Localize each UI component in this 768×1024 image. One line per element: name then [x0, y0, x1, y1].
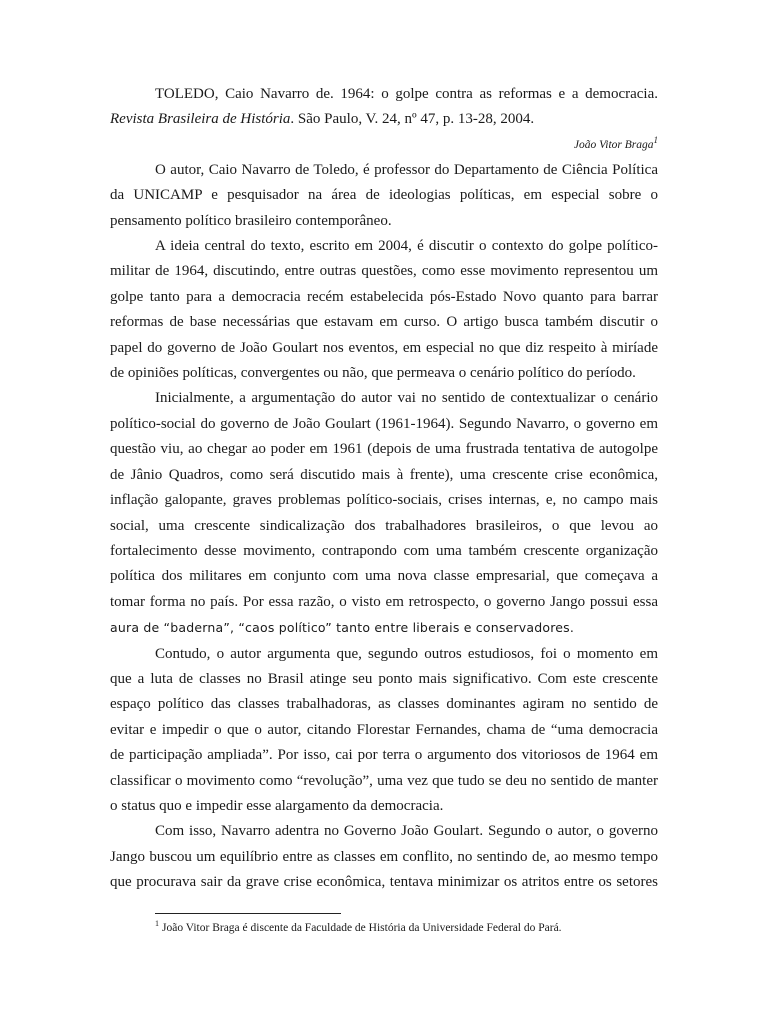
text-line: questão viu, ao chegar ao poder em 1961 (depois de uma frustrada tentativa de autogolpe	[110, 441, 658, 458]
author-name: João Vitor Braga	[573, 138, 654, 151]
text-line: Jango buscou um equilíbrio entre as classes em conflito, no sentindo de, ao mesmo tempo	[110, 848, 658, 865]
text-line	[110, 615, 658, 641]
text-line: militar de 1964, discutindo, entre outras questões, como esse movimento representou um	[110, 263, 658, 280]
text-line: o status quo e impedir esse alargamento da democracia.	[110, 797, 444, 814]
paragraph-5	[110, 819, 658, 895]
text-line: O autor, Caio Navarro de Toledo, é professor do Departamento de Ciência Política	[155, 161, 658, 178]
author-line	[110, 133, 658, 158]
paragraph-2	[110, 234, 658, 386]
text-line: política dos militares em conjunto com uma nova classe empresarial, que começava a	[110, 568, 658, 585]
sans-serif-text: aura de “baderna”, “caos político” tanto entre liberais e conservadores.	[110, 620, 575, 636]
text-line: pensamento político brasileiro contemporâneo.	[110, 212, 392, 229]
text-line: reformas de base necessárias que estavam em curso. O artigo busca também discutir o	[110, 314, 658, 331]
text-line: de opiniões políticas, convergentes ou não, que permeava o cenário político do período.	[110, 365, 636, 382]
text-line: fortalecimento desse movimento, contrapondo com uma também crescente organização	[110, 542, 658, 559]
text-line: que procurava sair da grave crise econômica, tentava minimizar os atritos entre os setores	[110, 874, 658, 891]
reference-details: . São Paulo, V. 24, nº 47, p. 13-28, 2004.	[290, 111, 535, 128]
paragraph-1	[110, 158, 658, 234]
text-line: classificar o movimento como “revolução”, uma vez que tudo se deu no sentido de manter	[110, 772, 658, 789]
text-line: de participação ampliada”. Por isso, cai por terra o argumento dos vitoriosos de 1964 em	[110, 747, 658, 764]
document-body	[110, 82, 658, 896]
text-line: espaço político das classes trabalhadoras, as classes dominantes agiram no sentido de	[110, 696, 658, 713]
footnote-mark: 1	[155, 919, 159, 929]
text-line: social, uma crescente sindicalização dos trabalhadores brasileiros, o que levou ao	[110, 517, 658, 534]
text-line: inflação galopante, graves problemas político-sociais, crises internas, e, no campo mais	[110, 492, 658, 509]
text-line: da UNICAMP e pesquisador na área de ideologias políticas, em especial sobre o	[110, 187, 658, 204]
journal-title: Revista Brasileira de História	[110, 111, 291, 128]
text-line: Contudo, o autor argumenta que, segundo outros estudiosos, foi o momento em	[155, 645, 658, 662]
text-line: Inicialmente, a argumentação do autor vai no sentido de contextualizar o cenário	[155, 390, 658, 407]
text-line: papel do governo de João Goulart nos eventos, em especial no que diz respeito à miríade	[110, 339, 658, 356]
paragraph-4	[110, 642, 658, 820]
text-line: Com isso, Navarro adentra no Governo João Goulart. Segundo o autor, o governo	[155, 823, 658, 840]
text-line: A ideia central do texto, escrito em 2004, é discutir o contexto do golpe político-	[155, 238, 658, 255]
paragraph-3	[110, 386, 658, 641]
reference-line-2	[110, 107, 658, 132]
author-footnote-mark: 1	[653, 134, 658, 145]
reference-line-1: TOLEDO, Caio Navarro de. 1964: o golpe contra as reformas e a democracia.	[155, 86, 658, 102]
text-line: tomar forma no país. Por essa razão, o visto em retrospecto, o governo Jango possui essa	[110, 593, 658, 610]
text-line: golpe tanto para a democracia recém estabelecida pós-Estado Novo quanto para barrar	[110, 288, 658, 305]
footnote	[155, 920, 562, 936]
text-line: político-social do governo de João Goulart (1961-1964). Segundo Navarro, o governo em	[110, 415, 658, 432]
footnote-divider	[155, 913, 341, 914]
text-line: de Jânio Quadros, como será discutido mais à frente), uma crescente crise econômica,	[110, 466, 658, 483]
text-line: evitar e impedir o que o autor, citando Florestar Fernandes, chama de “uma democracia	[110, 721, 658, 738]
text-line: que a luta de classes no Brasil atinge seu ponto mais significativo. Com este crescente	[110, 670, 658, 687]
footnote-text: João Vitor Braga é discente da Faculdade de História da Universidade Federal do Pará.	[162, 922, 562, 934]
